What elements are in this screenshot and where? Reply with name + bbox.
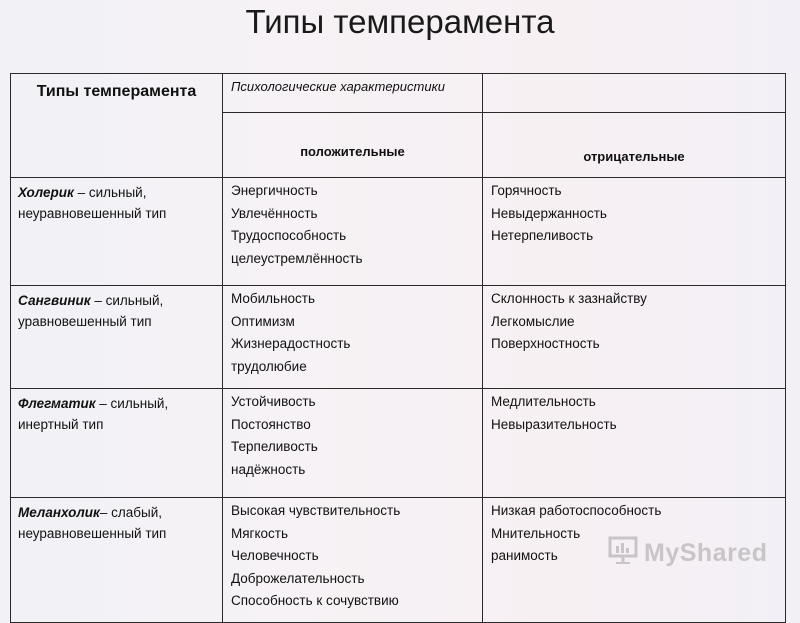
list-item: Мягкость xyxy=(231,525,289,541)
list-item: трудолюбие xyxy=(231,358,307,374)
list-item: Увлечённость xyxy=(231,205,318,221)
positive-traits xyxy=(223,286,483,389)
list-item: Горячность xyxy=(491,183,562,198)
type-name: Меланхолик xyxy=(18,505,100,520)
header-temperament-types: Типы темперамента xyxy=(11,74,223,178)
positive-traits xyxy=(223,389,483,498)
chart-board-icon xyxy=(608,536,644,571)
positive-traits xyxy=(223,178,483,286)
negative-traits xyxy=(483,286,786,389)
list-item: Мобильность xyxy=(231,291,316,306)
type-description: – сильный, неуравновешенный тип xyxy=(18,185,167,221)
list-item: Человечность xyxy=(231,548,319,563)
list-item: ранимость xyxy=(491,548,558,563)
list-item: Высокая чувствительность xyxy=(231,503,401,518)
list-item: Жизнерадостность xyxy=(231,336,351,351)
header-negative-label: отрицательные xyxy=(583,149,685,164)
list-item: Постоянство xyxy=(231,416,311,432)
list-item: Трудоспособность xyxy=(231,228,347,243)
type-cell xyxy=(11,498,223,623)
list-item: надёжность xyxy=(231,461,306,477)
type-name: Флегматик xyxy=(18,396,96,411)
list-item: Низкая работоспособность xyxy=(491,503,662,518)
list-item: Устойчивость xyxy=(231,394,316,409)
type-cell xyxy=(11,178,223,286)
watermark-text: MyShared xyxy=(644,539,768,567)
list-item: Медлительность xyxy=(491,394,596,409)
list-item: Склонность к зазнайству xyxy=(491,291,647,306)
list-item: Способность к сочувствию xyxy=(231,593,399,608)
type-cell xyxy=(11,286,223,389)
header-empty-cell xyxy=(483,74,786,113)
table-row xyxy=(11,178,786,286)
table-row xyxy=(11,389,786,498)
type-name: Холерик xyxy=(18,185,74,200)
header-psychological-characteristics: Психологические характеристики xyxy=(223,74,483,113)
header-positive xyxy=(223,113,483,178)
type-description: – сильный, уравновешенный тип xyxy=(18,293,164,329)
list-item: Нетерпеливость xyxy=(491,228,594,243)
header-positive-label: положительные xyxy=(300,144,405,159)
list-item: Поверхностность xyxy=(491,336,600,351)
table-row xyxy=(11,286,786,389)
negative-traits xyxy=(483,178,786,286)
list-item: Невыдержанность xyxy=(491,205,607,221)
list-item: Невыразительность xyxy=(491,416,617,432)
list-item: Мнительность xyxy=(491,525,581,541)
myshared-watermark xyxy=(608,536,767,571)
type-description: – сильный, инертный тип xyxy=(18,396,169,432)
list-item: Терпеливость xyxy=(231,439,318,454)
list-item: Доброжелательность xyxy=(231,570,365,586)
list-item: Энергичность xyxy=(231,183,318,198)
list-item: Оптимизм xyxy=(231,313,295,329)
list-item: целеустремлённость xyxy=(231,250,363,266)
type-name: Сангвиник xyxy=(18,293,91,308)
list-item: Легкомыслие xyxy=(491,313,575,329)
negative-traits xyxy=(483,389,786,498)
type-cell xyxy=(11,389,223,498)
positive-traits xyxy=(223,498,483,623)
page-title: Типы темперамента xyxy=(245,3,555,40)
header-negative xyxy=(483,113,786,178)
type-description: – слабый, неуравновешенный тип xyxy=(18,505,167,541)
